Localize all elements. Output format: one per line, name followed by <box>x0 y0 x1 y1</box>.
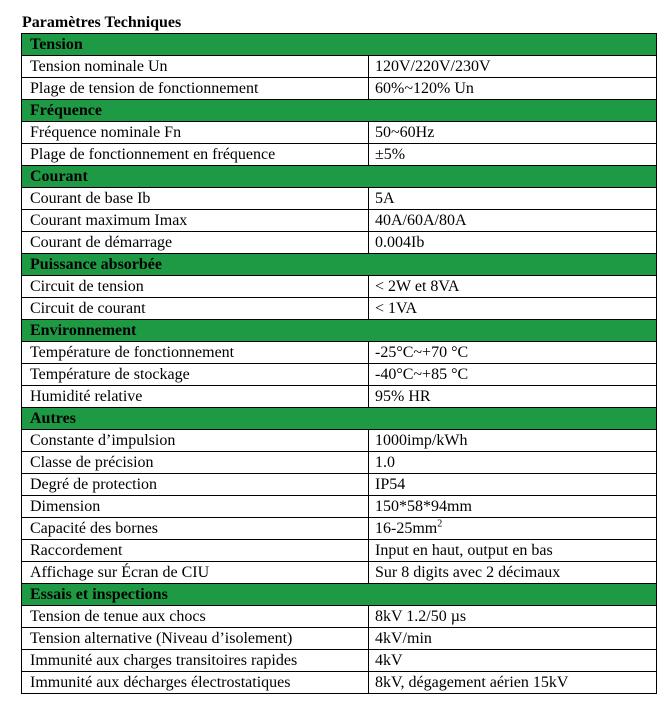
parameter-value <box>369 122 657 144</box>
parameter-value <box>369 210 657 232</box>
parameter-value-text: < 2W et 8VA <box>375 277 460 295</box>
parameter-value <box>369 364 657 386</box>
section-title: Environnement <box>22 320 657 342</box>
parameter-label: Immunité aux charges transitoires rapides <box>22 650 369 672</box>
parameter-label: Température de stockage <box>22 364 369 386</box>
table-row <box>22 232 657 254</box>
section-title: Autres <box>22 408 657 430</box>
section-header <box>22 254 657 276</box>
table-row <box>22 562 657 584</box>
parameter-label: Courant de base Ib <box>22 188 369 210</box>
parameter-label: Capacité des bornes <box>22 518 369 540</box>
parameter-value <box>369 672 657 694</box>
parameter-value-text: 120V/220V/230V <box>375 57 491 75</box>
parameter-value <box>369 386 657 408</box>
table-row <box>22 540 657 562</box>
parameter-value <box>369 650 657 672</box>
table-row <box>22 496 657 518</box>
section-header <box>22 166 657 188</box>
parameter-label: Température de fonctionnement <box>22 342 369 364</box>
parameter-value <box>369 496 657 518</box>
section-title: Courant <box>22 166 657 188</box>
table-row <box>22 188 657 210</box>
parameter-value-text: < 1VA <box>375 299 418 317</box>
parameter-value-text: -40°C~+85 °C <box>375 365 469 383</box>
parameter-value <box>369 628 657 650</box>
parameter-label: Raccordement <box>22 540 369 562</box>
parameter-value-text: -25°C~+70 °C <box>375 343 469 361</box>
parameter-value <box>369 188 657 210</box>
parameter-label: Tension de tenue aux chocs <box>22 606 369 628</box>
parameter-label: Dimension <box>22 496 369 518</box>
parameter-label: Tension nominale Un <box>22 56 369 78</box>
table-row <box>22 628 657 650</box>
parameter-label: Fréquence nominale Fn <box>22 122 369 144</box>
table-row <box>22 298 657 320</box>
table-row <box>22 672 657 694</box>
parameter-value <box>369 78 657 100</box>
parameter-label: Circuit de courant <box>22 298 369 320</box>
parameter-value <box>369 606 657 628</box>
parameter-value <box>369 518 657 540</box>
parameter-value <box>369 144 657 166</box>
parameter-value-text: 4kV <box>375 651 403 669</box>
parameter-label: Tension alternative (Niveau d’isolement) <box>22 628 369 650</box>
parameter-label: Constante d’impulsion <box>22 430 369 452</box>
table-row <box>22 518 657 540</box>
table-row <box>22 122 657 144</box>
table-row <box>22 650 657 672</box>
parameter-value-text: 16-25mm <box>375 519 438 537</box>
parameter-value-text: 150*58*94mm <box>375 497 472 515</box>
spec-table-body <box>22 34 657 694</box>
parameter-value <box>369 56 657 78</box>
table-row <box>22 474 657 496</box>
section-title: Fréquence <box>22 100 657 122</box>
unit-superscript: 2 <box>437 518 443 530</box>
page-title: Paramètres Techniques <box>22 14 182 31</box>
section-title: Essais et inspections <box>22 584 657 606</box>
parameter-value-text: Sur 8 digits avec 2 décimaux <box>375 563 561 581</box>
parameter-label: Degré de protection <box>22 474 369 496</box>
parameter-label: Plage de fonctionnement en fréquence <box>22 144 369 166</box>
parameter-value <box>369 540 657 562</box>
table-row <box>22 430 657 452</box>
parameter-value-text: 60%~120% Un <box>375 79 474 97</box>
section-header <box>22 100 657 122</box>
table-row <box>22 364 657 386</box>
section-title: Puissance absorbée <box>22 254 657 276</box>
parameter-label: Affichage sur Écran de CIU <box>22 562 369 584</box>
parameter-value <box>369 342 657 364</box>
table-row <box>22 78 657 100</box>
section-header <box>22 34 657 56</box>
table-row <box>22 56 657 78</box>
parameter-label: Courant de démarrage <box>22 232 369 254</box>
parameter-value <box>369 474 657 496</box>
table-row <box>22 144 657 166</box>
table-row <box>22 452 657 474</box>
table-row <box>22 386 657 408</box>
parameter-label: Courant maximum Imax <box>22 210 369 232</box>
section-header <box>22 320 657 342</box>
parameter-value <box>369 430 657 452</box>
parameter-value <box>369 232 657 254</box>
parameter-label: Plage de tension de fonctionnement <box>22 78 369 100</box>
parameter-value-text: IP54 <box>375 475 406 493</box>
parameter-value-text: 8kV, dégagement aérien 15kV <box>375 673 569 691</box>
parameter-value-text: 8kV 1.2/50 µs <box>375 607 467 625</box>
section-title: Tension <box>22 34 657 56</box>
table-row <box>22 276 657 298</box>
parameter-value-text: 50~60Hz <box>375 123 435 141</box>
parameter-value-text: Input en haut, output en bas <box>375 541 553 559</box>
parameter-value-text: 1.0 <box>375 453 395 471</box>
section-header <box>22 408 657 430</box>
parameter-value-text: 95% HR <box>375 387 431 405</box>
spec-table <box>21 33 657 694</box>
parameter-label: Immunité aux décharges électrostatiques <box>22 672 369 694</box>
parameter-value-text: 0.004Ib <box>375 233 425 251</box>
section-header <box>22 584 657 606</box>
parameter-label: Circuit de tension <box>22 276 369 298</box>
parameter-value <box>369 562 657 584</box>
table-row <box>22 606 657 628</box>
table-row <box>22 342 657 364</box>
parameter-value <box>369 276 657 298</box>
parameter-value-text: 40A/60A/80A <box>375 211 467 229</box>
parameter-label: Classe de précision <box>22 452 369 474</box>
parameter-value <box>369 452 657 474</box>
parameter-value-text: 5A <box>375 189 395 207</box>
parameter-value <box>369 298 657 320</box>
parameter-value-text: 1000imp/kWh <box>375 431 468 449</box>
parameter-value-text: 4kV/min <box>375 629 432 647</box>
parameter-label: Humidité relative <box>22 386 369 408</box>
table-row <box>22 210 657 232</box>
parameter-value-text: ±5% <box>375 145 406 163</box>
